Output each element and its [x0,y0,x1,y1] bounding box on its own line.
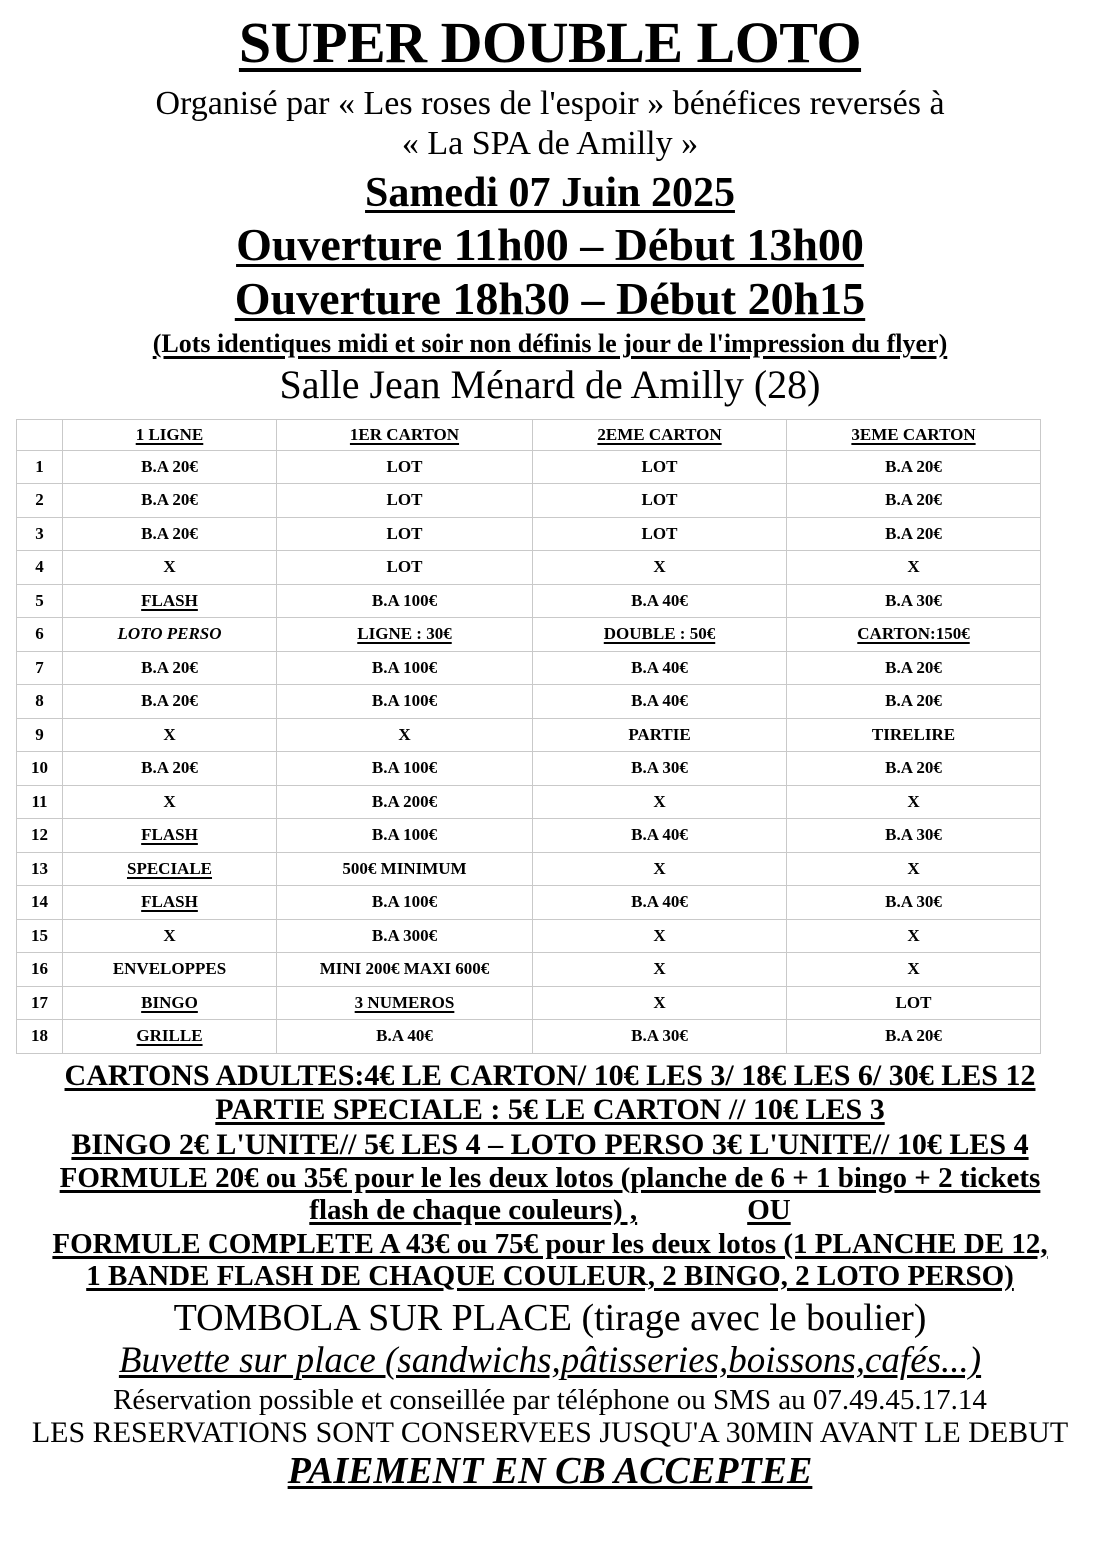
session-2-text: Ouverture 18h30 – Début 20h15 [234,273,866,325]
organizer-line-2: « La SPA de Amilly » [401,124,699,162]
cell-carton3: B.A 30€ [787,819,1041,853]
table-row [17,986,1041,1020]
cell-carton2: LOT [533,450,787,484]
cell-ligne: BINGO [63,986,277,1020]
cell-carton3: X [787,551,1041,585]
table-row [17,819,1041,853]
table-row [17,919,1041,953]
cell-carton1: MINI 200€ MAXI 600€ [277,953,533,987]
cell-ligne: FLASH [63,886,277,920]
cell-carton3: X [787,785,1041,819]
cell-carton2: X [533,852,787,886]
price-bingo-loto-perso [0,1129,1100,1161]
cell-carton2: B.A 30€ [533,752,787,786]
cell-ligne: ENVELOPPES [63,953,277,987]
prize-table-body [17,450,1041,1053]
cell-carton1: LOT [277,517,533,551]
row-number: 4 [17,551,63,585]
cell-carton1: LIGNE : 30€ [277,618,533,652]
table-row [17,1020,1041,1054]
table-row [17,651,1041,685]
cell-carton1: LOT [277,450,533,484]
cell-carton3: LOT [787,986,1041,1020]
prize-table-head [17,419,1041,450]
cell-carton2: DOUBLE : 50€ [533,618,787,652]
session-2-hours [0,273,1100,326]
row-number: 15 [17,919,63,953]
table-row [17,685,1041,719]
col-header-ligne: 1 LIGNE [63,419,277,450]
formule-line-1 [0,1163,1100,1194]
cell-carton1: B.A 100€ [277,819,533,853]
table-row [17,852,1041,886]
cell-carton3: TIRELIRE [787,718,1041,752]
row-number: 13 [17,852,63,886]
table-row [17,886,1041,920]
cell-carton2: B.A 40€ [533,886,787,920]
cell-carton2: B.A 30€ [533,1020,787,1054]
event-date-text: Samedi 07 Juin 2025 [365,169,735,216]
table-row [17,618,1041,652]
reservation-info: Réservation possible et conseillée par téléphone ou SMS au 07.49.45.17.14 [113,1384,987,1417]
col-header-carton2: 2EME CARTON [533,419,787,450]
cell-carton2: X [533,919,787,953]
organizer-line-1: Organisé par « Les roses de l'espoir » bénéfices reversés à [155,85,945,122]
lots-note-text: (Lots identiques midi et soir non définis le jour de l'impression du flyer) [152,329,948,359]
row-number: 7 [17,651,63,685]
cell-carton1: B.A 100€ [277,752,533,786]
cell-carton2: B.A 40€ [533,819,787,853]
cell-carton1: 500€ MINIMUM [277,852,533,886]
cell-ligne: B.A 20€ [63,651,277,685]
cell-carton2: B.A 40€ [533,584,787,618]
row-number: 1 [17,450,63,484]
formule-line-2-text: flash de chaque couleurs) , [309,1194,638,1227]
cell-carton2: PARTIE [533,718,787,752]
cell-ligne: X [63,919,277,953]
row-number: 17 [17,986,63,1020]
col-header-index [17,419,63,450]
cell-ligne: FLASH [63,584,277,618]
formule-complete-line-2 [0,1261,1100,1292]
cell-carton1: B.A 100€ [277,685,533,719]
cell-carton3: B.A 20€ [787,651,1041,685]
cell-carton2: X [533,986,787,1020]
cell-carton3: B.A 20€ [787,517,1041,551]
session-1-hours [0,219,1100,272]
table-row [17,953,1041,987]
price-cartons-adultes-text: CARTONS ADULTES:4€ LE CARTON/ 10€ LES 3/ 18€ LES 6/ 30€ LES 12 [64,1058,1036,1092]
row-number: 3 [17,517,63,551]
row-number: 5 [17,584,63,618]
cell-carton1: LOT [277,551,533,585]
cell-ligne: B.A 20€ [63,517,277,551]
table-row [17,517,1041,551]
cell-carton2: B.A 40€ [533,685,787,719]
table-row [17,785,1041,819]
row-number: 10 [17,752,63,786]
cell-carton2: X [533,551,787,585]
prize-table [16,419,1041,1054]
table-header-row [17,419,1041,450]
cell-carton1: B.A 100€ [277,651,533,685]
row-number: 2 [17,484,63,518]
table-row [17,450,1041,484]
row-number: 8 [17,685,63,719]
cell-ligne: FLASH [63,819,277,853]
cell-carton3: B.A 20€ [787,484,1041,518]
table-row [17,584,1041,618]
formule-complete-line-1 [0,1229,1100,1260]
cell-carton3: B.A 20€ [787,450,1041,484]
payment-note-text: PAIEMENT EN CB ACCEPTEE [287,1450,813,1493]
row-number: 18 [17,1020,63,1054]
row-number: 12 [17,819,63,853]
prize-table-wrapper [16,419,1086,1054]
cell-carton1: LOT [277,484,533,518]
buvette-note-text: Buvette sur place (sandwichs,pâtisseries,boissons,cafés...) [118,1340,982,1382]
page-title: SUPER DOUBLE LOTO [238,10,862,75]
cell-carton3: B.A 30€ [787,584,1041,618]
cell-ligne: X [63,551,277,585]
event-date [0,170,1100,217]
table-row [17,752,1041,786]
table-row [17,718,1041,752]
price-bingo-loto-perso-text: BINGO 2€ L'UNITE// 5€ LES 4 – LOTO PERSO 3€ L'UNITE// 10€ LES 4 [71,1127,1029,1161]
cell-carton3: B.A 20€ [787,752,1041,786]
price-cartons-adultes [0,1060,1100,1092]
row-number: 16 [17,953,63,987]
table-row [17,551,1041,585]
cell-carton1: B.A 40€ [277,1020,533,1054]
row-number: 6 [17,618,63,652]
cell-carton3: X [787,852,1041,886]
formule-complete-line-2-text: 1 BANDE FLASH DE CHAQUE COULEUR, 2 BINGO, 2 LOTO PERSO) [86,1260,1014,1293]
cell-carton2: LOT [533,484,787,518]
cell-ligne: X [63,785,277,819]
formule-line-1-text: FORMULE 20€ ou 35€ pour le les deux lotos (planche de 6 + 1 bingo + 2 tickets [59,1162,1041,1195]
price-partie-speciale-text: PARTIE SPECIALE : 5€ LE CARTON // 10€ LES 3 [215,1093,885,1127]
cell-carton2: B.A 40€ [533,651,787,685]
reservation-policy: LES RESERVATIONS SONT CONSERVEES JUSQU'A 30MIN AVANT LE DEBUT [31,1415,1069,1449]
cell-carton1: X [277,718,533,752]
row-number: 11 [17,785,63,819]
row-number: 14 [17,886,63,920]
cell-ligne: LOTO PERSO [63,618,277,652]
cell-ligne: B.A 20€ [63,752,277,786]
cell-carton3: B.A 20€ [787,685,1041,719]
formule-complete-line-1-text: FORMULE COMPLETE A 43€ ou 75€ pour les deux lotos (1 PLANCHE DE 12, [52,1227,1048,1260]
cell-carton3: B.A 30€ [787,886,1041,920]
cell-carton3: B.A 20€ [787,1020,1041,1054]
payment-note [0,1451,1100,1492]
formule-ou-text: OU [747,1194,791,1227]
cell-carton2: X [533,953,787,987]
cell-ligne: B.A 20€ [63,685,277,719]
session-1-text: Ouverture 11h00 – Début 13h00 [236,218,864,270]
row-number: 9 [17,718,63,752]
col-header-carton1: 1ER CARTON [277,419,533,450]
tombola-note: TOMBOLA SUR PLACE (tirage avec le boulier) [173,1297,927,1340]
cell-ligne: X [63,718,277,752]
cell-ligne: B.A 20€ [63,450,277,484]
cell-carton1: B.A 200€ [277,785,533,819]
cell-carton1: B.A 300€ [277,919,533,953]
cell-ligne: B.A 20€ [63,484,277,518]
cell-carton1: 3 NUMEROS [277,986,533,1020]
table-row [17,484,1041,518]
venue: Salle Jean Ménard de Amilly (28) [279,361,821,407]
cell-carton2: X [533,785,787,819]
buvette-note [0,1341,1100,1381]
cell-carton1: B.A 100€ [277,886,533,920]
cell-carton3: X [787,919,1041,953]
lots-note [0,330,1100,359]
price-partie-speciale [0,1094,1100,1126]
cell-carton3: CARTON:150€ [787,618,1041,652]
cell-carton2: LOT [533,517,787,551]
cell-carton3: X [787,953,1041,987]
formule-line-2-row [0,1195,1100,1226]
cell-ligne: SPECIALE [63,852,277,886]
cell-carton1: B.A 100€ [277,584,533,618]
col-header-carton3: 3EME CARTON [787,419,1041,450]
cell-ligne: GRILLE [63,1020,277,1054]
